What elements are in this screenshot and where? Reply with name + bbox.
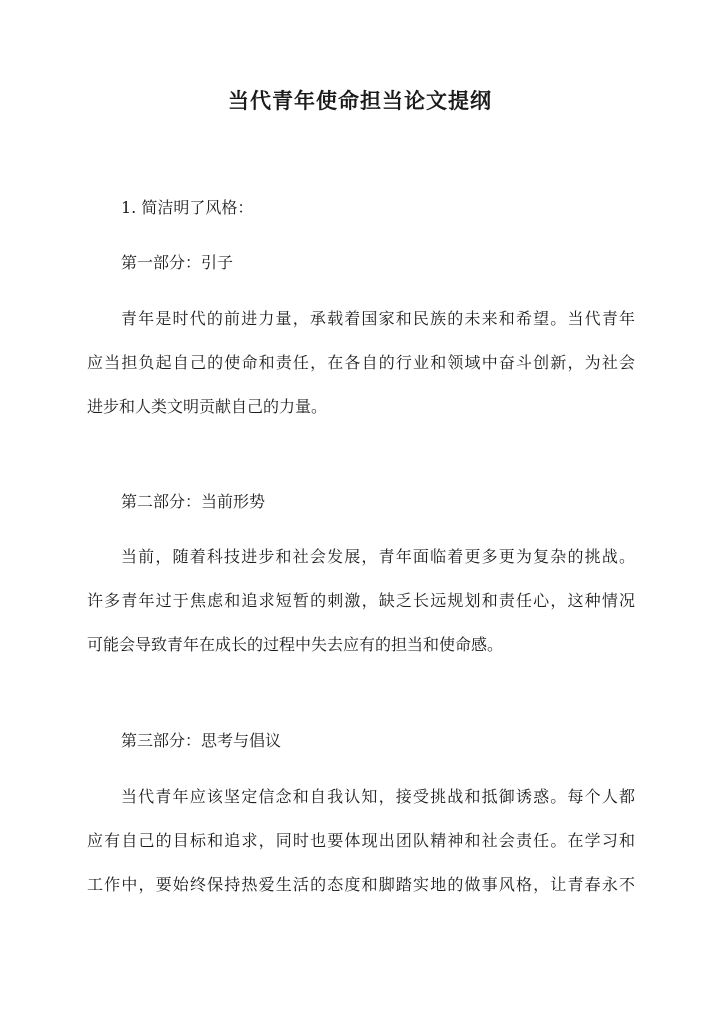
paragraph-line: 应当担负起自己的使命和责任，在各自的行业和领域中奋斗创新，为社会	[87, 353, 635, 372]
paragraph-line: 进步和人类文明贡献自己的力量。	[87, 397, 328, 416]
paragraph-line: 工作中，要始终保持热爱生活的态度和脚踏实地的做事风格，让青春永不	[87, 875, 635, 894]
paragraph-line: 当代青年应该坚定信念和自我认知，接受挑战和抵御诱惑。每个人都	[121, 787, 635, 806]
document-title: 当代青年使命担当论文提纲	[228, 88, 492, 113]
section-heading-1: 第一部分：引子	[121, 253, 234, 272]
paragraph-line: 当前，随着科技进步和社会发展，青年面临着更多更为复杂的挑战。	[121, 547, 635, 566]
section-heading-2: 第二部分：当前形势	[121, 492, 266, 511]
paragraph-line: 可能会导致青年在成长的过程中失去应有的担当和使命感。	[87, 635, 504, 654]
section-heading-3: 第三部分：思考与倡议	[121, 731, 282, 750]
paragraph-line: 应有自己的目标和追求，同时也要体现出团队精神和社会责任。在学习和	[87, 831, 635, 850]
style-note: 1. 简洁明了风格：	[121, 198, 254, 217]
paragraph-line: 青年是时代的前进力量，承载着国家和民族的未来和希望。当代青年	[121, 309, 635, 328]
paragraph-line: 许多青年过于焦虑和追求短暂的刺激，缺乏长远规划和责任心，这种情况	[87, 591, 635, 610]
